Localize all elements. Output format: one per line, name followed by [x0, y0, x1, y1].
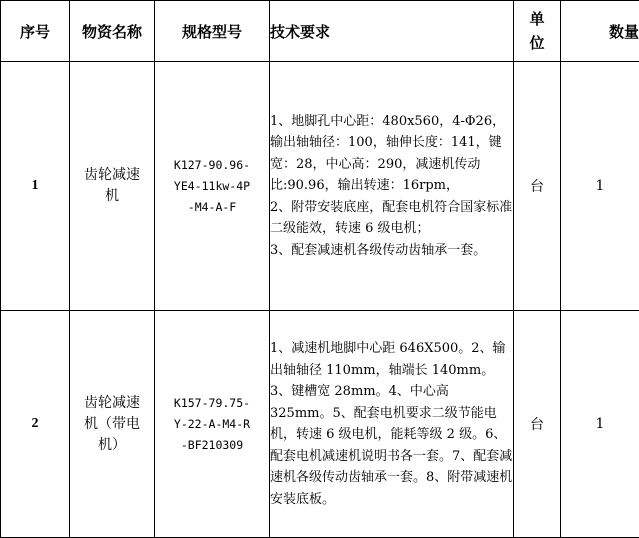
table-row: [1, 311, 639, 538]
header-row: [1, 1, 639, 62]
row-seq: 1: [1, 62, 70, 311]
row-unit: 台: [514, 62, 561, 311]
table-row: [1, 62, 639, 311]
row-model: K157-79.75- Y-22-A-M4-R -BF210309: [155, 311, 270, 538]
row-seq: 2: [1, 311, 70, 538]
row-qty: 1: [561, 62, 639, 311]
row-tech: 1、地脚孔中心距：480x560，4-Φ26，输出轴轴径：100，轴伸长度：141，键宽：28，中心高：290，减速机传动比:90.96，输出转速：16rpm， 2、附带安装底座，配套电机符合国家标准二级能效，转速 6 级电机； 3、配套减速机各级传动齿轴承一套。: [270, 62, 514, 311]
row-qty: 1: [561, 311, 639, 538]
row-unit: 台: [514, 311, 561, 538]
row-model: K127-90.96- YE4-11kw-4P -M4-A-F: [155, 62, 270, 311]
header-unit: 单 位: [514, 1, 561, 62]
row-tech: 1、减速机地脚中心距 646X500。2、输出轴轴径 110mm，轴端长 140mm。3、键槽宽 28mm。4、中心高 325mm。5、配套电机要求二级节能电机，转速 6 级电机，能耗等级 2 级。6、配套电机减速机说明书各一套。7、配套减速机各级传动齿轴承一套。8、附带减速机安装底板。: [270, 311, 514, 538]
header-qty: 数量: [561, 1, 639, 62]
header-seq: 序号: [1, 1, 70, 62]
row-name: 齿轮减速 机: [70, 62, 155, 311]
row-name: 齿轮减速 机（带电 机）: [70, 311, 155, 538]
header-name: 物资名称: [70, 1, 155, 62]
header-model: 规格型号: [155, 1, 270, 62]
header-tech: 技术要求: [270, 1, 514, 62]
